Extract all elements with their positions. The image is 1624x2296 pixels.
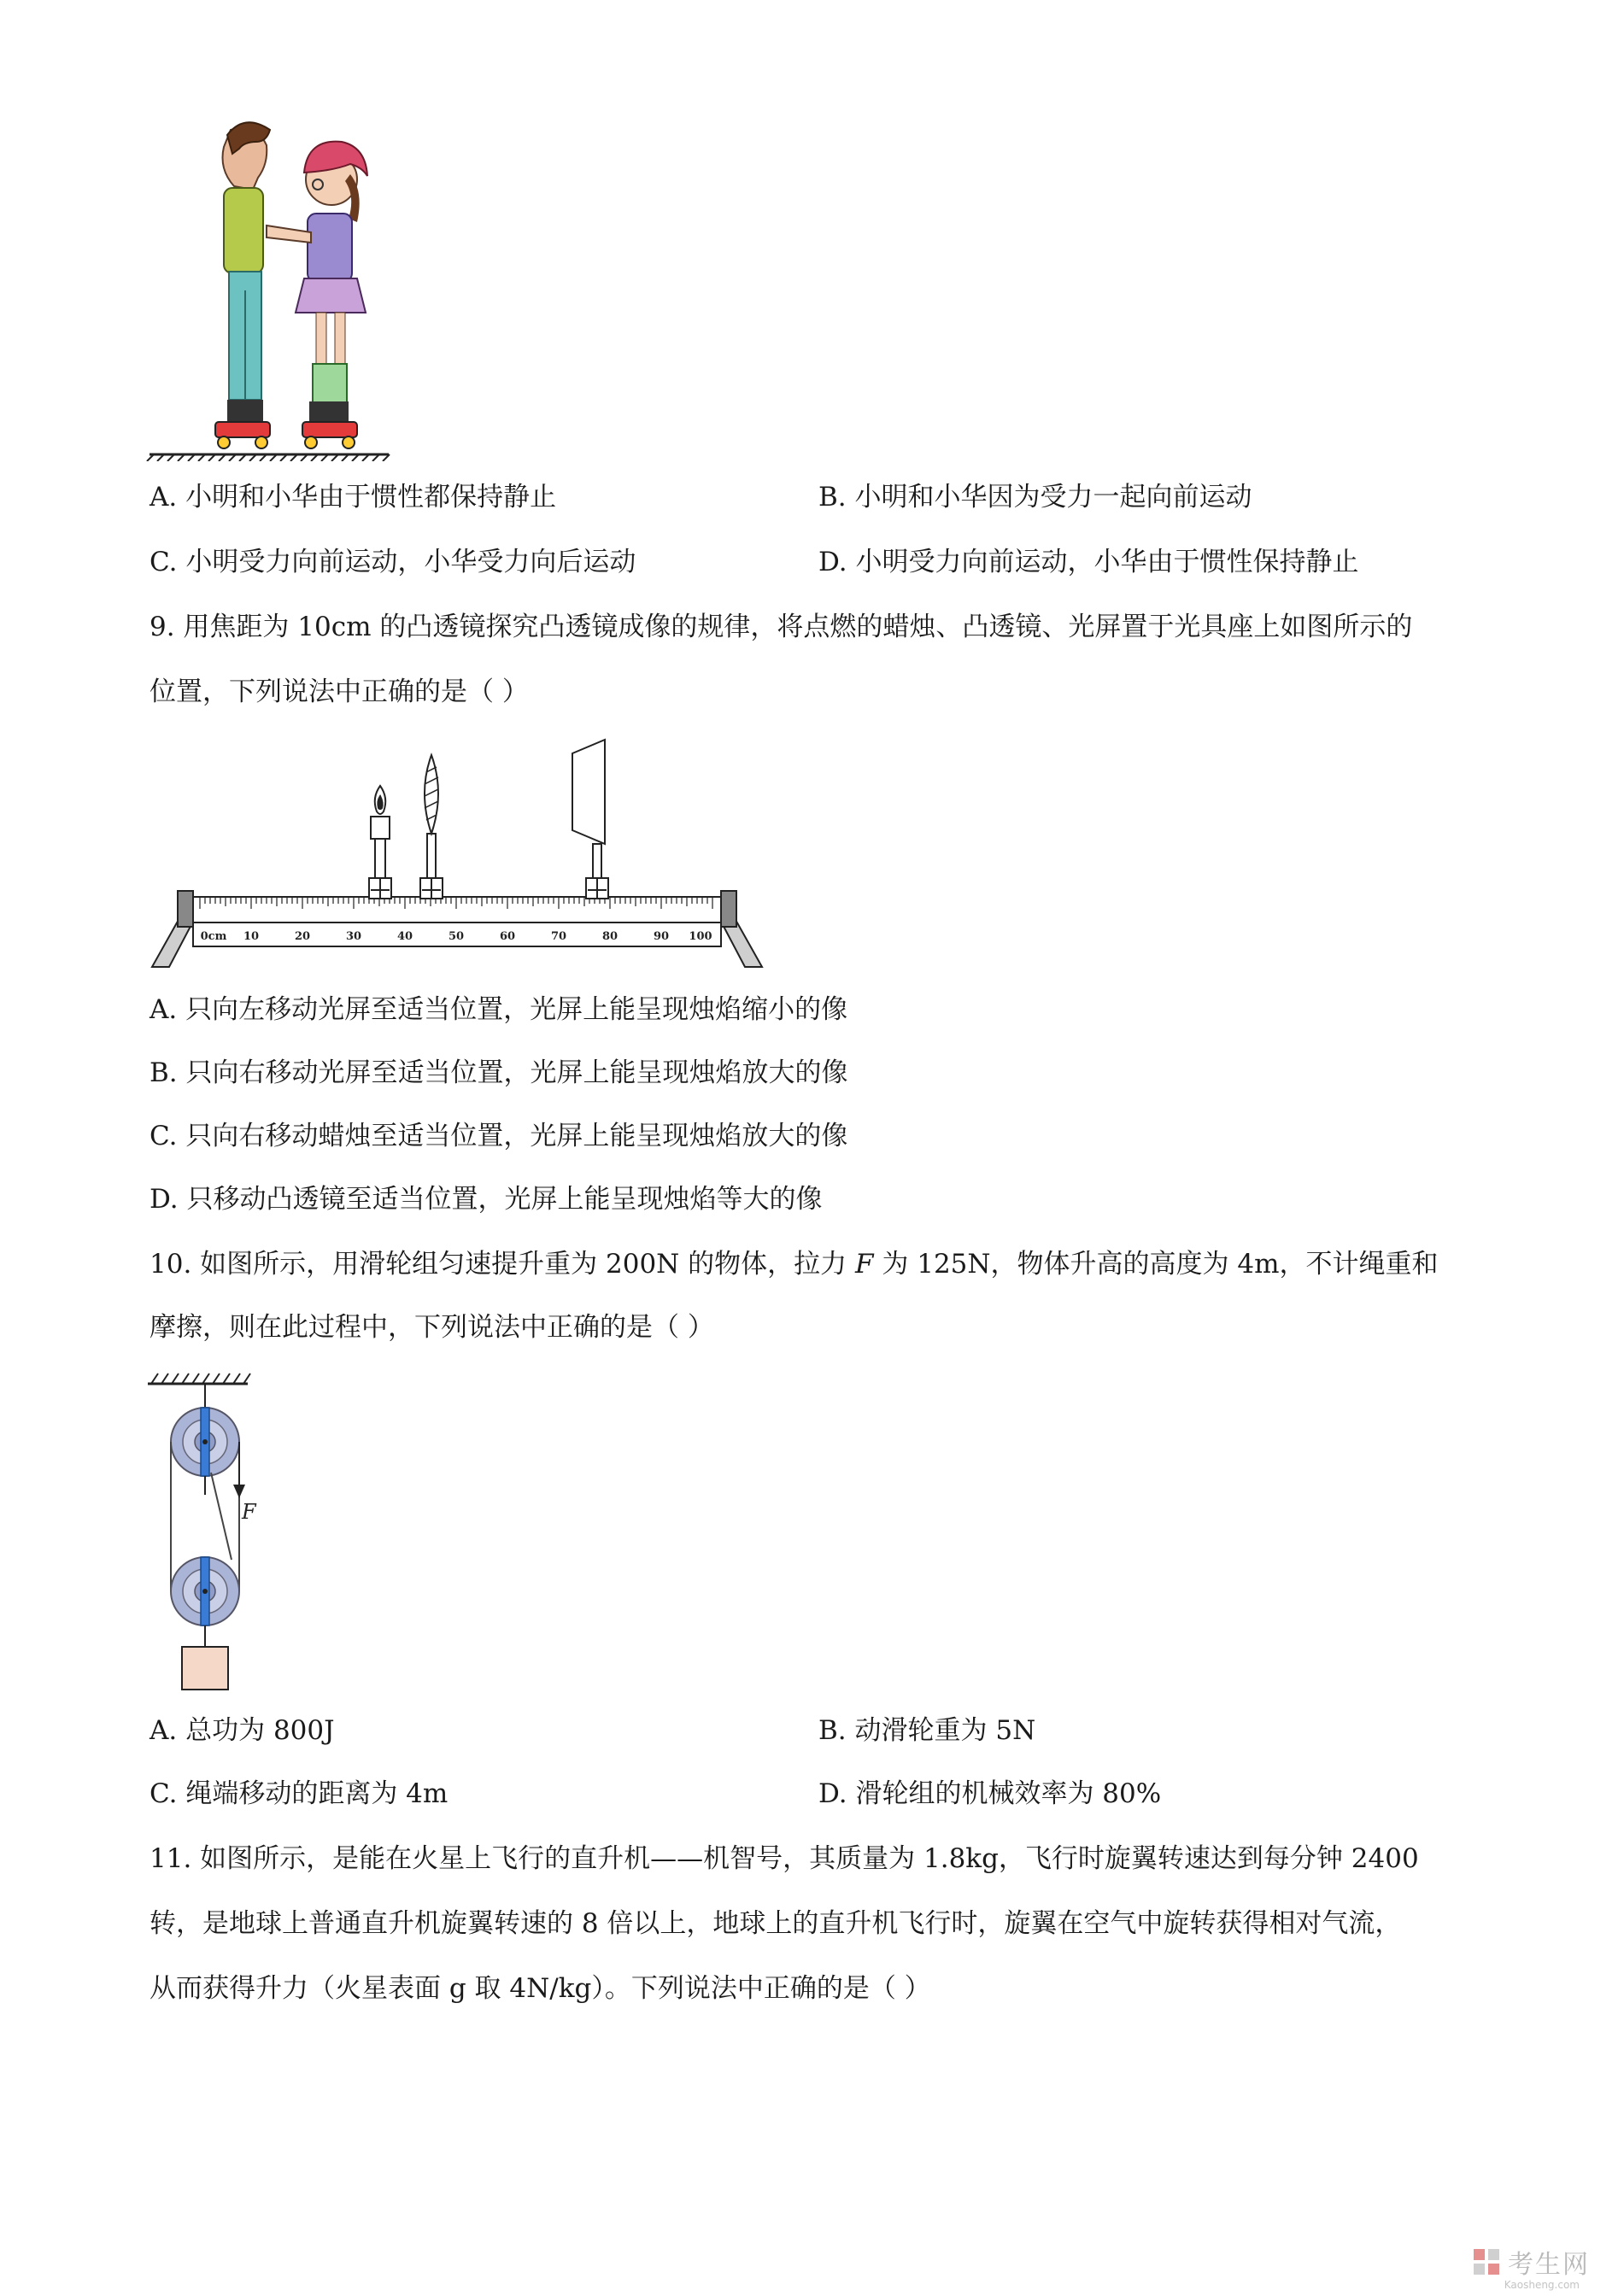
candle xyxy=(369,786,391,899)
convex-lens xyxy=(420,755,443,899)
q11-stem-line2: 转，是地球上普通直升机旋翼转速的 8 倍以上，地球上的直升机飞行时，旋翼在空气中旋转获得相对气流， xyxy=(150,1908,1402,1939)
q9-stem-line1: 9. 用焦距为 10cm 的凸透镜探究凸透镜成像的规律，将点燃的蜡烛、凸透镜、光屏置于光具座上如图所示的 xyxy=(150,612,1413,642)
boy-figure xyxy=(215,122,270,448)
ruler-label-70: 70 xyxy=(550,930,567,943)
q10-stem-line1 xyxy=(150,1247,1439,1281)
ruler-label-90: 90 xyxy=(653,930,670,943)
q9-figure-optical-bench xyxy=(145,735,769,978)
q10-option-d: D. 滑轮组的机械效率为 80% xyxy=(818,1778,1162,1809)
q8-option-a: A. 小明和小华由于惯性都保持静止 xyxy=(150,482,557,512)
watermark-text: 考生网 xyxy=(1508,2250,1590,2280)
q9-option-d: D. 只移动凸透镜至适当位置，光屏上能呈现烛焰等大的像 xyxy=(150,1184,823,1215)
q10-option-a: A. 总功为 800J xyxy=(150,1715,335,1746)
q10-stem-line2: 摩擦，则在此过程中，下列说法中正确的是（ ） xyxy=(150,1312,714,1343)
q9-stem-line2: 位置，下列说法中正确的是（ ） xyxy=(150,676,529,707)
q8-figure-two-kids-on-skates xyxy=(145,120,393,461)
q10-stem-force-var: F xyxy=(855,1249,874,1280)
fixed-pulley xyxy=(171,1408,239,1476)
force-label-F: F xyxy=(242,1500,256,1524)
q11-stem-line1: 11. 如图所示，是能在火星上飞行的直升机——机智号，其质量为 1.8kg，飞行时旋翼转速达到每分钟 2400 xyxy=(150,1843,1419,1874)
ruler-label-0: 0cm xyxy=(200,930,227,943)
movable-pulley xyxy=(171,1557,239,1625)
ruler-label-40: 40 xyxy=(396,930,413,943)
q9-option-b: B. 只向右移动光屏至适当位置，光屏上能呈现烛焰放大的像 xyxy=(150,1057,848,1088)
q10-stem-line1-pre: 10. 如图所示，用滑轮组匀速提升重为 200N 的物体，拉力 xyxy=(150,1249,856,1280)
girl-figure xyxy=(267,142,367,448)
light-screen xyxy=(572,740,608,899)
q10-stem-line1-post: 为 125N，物体升高的高度为 4m，不计绳重和 xyxy=(873,1249,1439,1280)
ruler-label-10: 10 xyxy=(243,930,260,943)
q9-option-c: C. 只向右移动蜡烛至适当位置，光屏上能呈现烛焰放大的像 xyxy=(150,1121,848,1151)
watermark xyxy=(1472,2243,1590,2281)
ruler-label-20: 20 xyxy=(294,930,311,943)
ruler-label-30: 30 xyxy=(345,930,362,943)
q10-figure-pulley-system xyxy=(141,1365,269,1694)
load-block xyxy=(182,1647,228,1690)
ruler-label-60: 60 xyxy=(499,930,516,943)
ruler-label-100: 100 xyxy=(689,930,712,943)
logo-icon xyxy=(1472,2247,1501,2276)
q10-option-c: C. 绳端移动的距离为 4m xyxy=(150,1778,449,1809)
q8-option-b: B. 小明和小华因为受力一起向前运动 xyxy=(818,482,1252,512)
q10-option-b: B. 动滑轮重为 5N xyxy=(818,1715,1036,1746)
watermark-sub: Kaosheng.com xyxy=(1504,2279,1580,2291)
q9-option-a: A. 只向左移动光屏至适当位置，光屏上能呈现烛焰缩小的像 xyxy=(150,994,848,1025)
q8-option-d: D. 小明受力向前运动，小华由于惯性保持静止 xyxy=(818,547,1359,577)
ruler-label-50: 50 xyxy=(448,930,465,943)
q8-option-c: C. 小明受力向前运动，小华受力向后运动 xyxy=(150,547,636,577)
ruler-label-80: 80 xyxy=(601,930,619,943)
q11-stem-line3: 从而获得升力（火星表面 g 取 4N/kg）。下列说法中正确的是（ ） xyxy=(150,1973,931,2004)
